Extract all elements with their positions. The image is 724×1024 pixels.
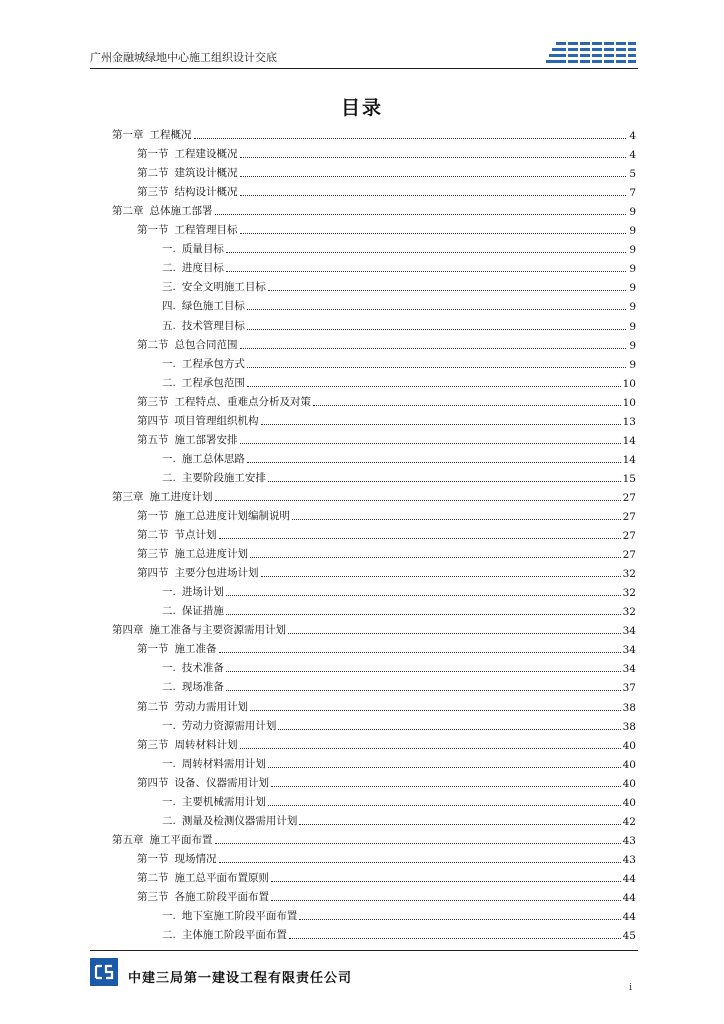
toc-entry-title: 进度目标 bbox=[181, 262, 224, 275]
page-footer bbox=[90, 950, 638, 991]
toc-entry-number: 一. bbox=[162, 586, 176, 599]
toc-entry[interactable] bbox=[137, 885, 636, 904]
toc-dot-leader bbox=[240, 194, 627, 196]
toc-entry-page: 9 bbox=[629, 263, 636, 276]
toc-entry[interactable] bbox=[137, 695, 636, 714]
toc-entry-page: 7 bbox=[629, 187, 636, 200]
toc-entry-number: 二. bbox=[162, 814, 176, 827]
toc-entry-page: 40 bbox=[622, 758, 636, 771]
toc-entry[interactable] bbox=[137, 504, 636, 523]
toc-entry-page: 27 bbox=[622, 511, 636, 523]
toc-entry-label bbox=[112, 203, 213, 218]
toc-dot-leader bbox=[268, 804, 621, 806]
toc-entry-label bbox=[137, 851, 217, 866]
toc-entry-title: 建筑设计概况 bbox=[174, 167, 238, 180]
toc-entry[interactable] bbox=[137, 409, 636, 428]
toc-entry-number: 第二节 bbox=[137, 871, 169, 884]
toc-entry-page: 37 bbox=[622, 682, 636, 695]
toc-dot-leader bbox=[250, 709, 621, 711]
toc-entry-number: 三. bbox=[162, 281, 176, 294]
toc-dot-leader bbox=[278, 728, 620, 730]
toc-dot-leader bbox=[240, 232, 627, 234]
toc-entry-label bbox=[112, 489, 213, 504]
toc-entry-number: 第三节 bbox=[137, 548, 169, 561]
toc-entry-label bbox=[162, 375, 245, 390]
toc-dot-leader bbox=[215, 213, 627, 215]
toc-entry-label bbox=[162, 241, 224, 256]
toc-entry-title: 保证措施 bbox=[181, 605, 224, 618]
toc-entry-label bbox=[162, 908, 297, 923]
toc-dot-leader bbox=[247, 461, 621, 463]
toc-entry-number: 一. bbox=[162, 910, 176, 923]
toc-entry-page: 44 bbox=[622, 911, 636, 924]
toc-entry-title: 施工进度计划 bbox=[149, 490, 213, 503]
toc-entry-label bbox=[137, 146, 238, 161]
toc-dot-leader bbox=[261, 575, 621, 577]
toc-entry-page: 13 bbox=[622, 415, 636, 428]
toc-entry-title: 节点计划 bbox=[174, 529, 217, 542]
toc-entry-page: 4 bbox=[629, 149, 636, 162]
toc-entry-number: 第四节 bbox=[137, 567, 169, 580]
toc-entry-title: 工程承包方式 bbox=[181, 357, 245, 370]
toc-dot-leader bbox=[215, 499, 621, 501]
toc-dot-leader bbox=[226, 251, 626, 253]
toc-entry-label bbox=[137, 546, 248, 561]
toc-entry-title: 施工准备 bbox=[174, 643, 217, 656]
toc-entry-number: 第三节 bbox=[137, 186, 169, 199]
toc-entry-number: 第五章 bbox=[112, 833, 144, 846]
toc-entry-page: 32 bbox=[622, 606, 636, 619]
toc-dot-leader bbox=[247, 328, 626, 330]
toc-entry-title: 主要分包进场计划 bbox=[174, 567, 259, 580]
cscec-logo-icon bbox=[90, 958, 118, 986]
header-brand-logo-icon bbox=[546, 40, 638, 66]
toc-entry-label bbox=[137, 641, 217, 656]
toc-dot-leader bbox=[271, 785, 621, 787]
toc-entry-number: 第三章 bbox=[112, 490, 144, 503]
toc-entry-number: 第一节 bbox=[137, 852, 169, 865]
toc-entry[interactable] bbox=[112, 199, 636, 218]
toc-entry[interactable] bbox=[137, 733, 636, 752]
toc-entry-label bbox=[112, 127, 192, 142]
header-title: 广州金融城绿地中心施工组织设计交底 bbox=[90, 51, 277, 64]
toc-entry-title: 工程承包范围 bbox=[181, 376, 245, 389]
footer-page-number: i bbox=[629, 983, 632, 993]
toc-entry[interactable] bbox=[162, 714, 636, 733]
toc-entry-title: 施工平面布置 bbox=[149, 833, 213, 846]
toc-entry-title: 主要阶段施工安排 bbox=[181, 471, 266, 484]
toc-entry[interactable] bbox=[137, 542, 636, 561]
toc-entry-page: 9 bbox=[629, 206, 636, 219]
toc-entry-title: 施工准备与主要资源需用计划 bbox=[149, 624, 286, 637]
toc-dot-leader bbox=[268, 289, 626, 291]
toc-entry-title: 主要机械需用计划 bbox=[181, 795, 266, 808]
toc-entry[interactable] bbox=[162, 314, 636, 333]
toc-entry-number: 一. bbox=[162, 757, 176, 770]
toc-entry[interactable] bbox=[137, 333, 636, 352]
toc-entry[interactable] bbox=[162, 447, 636, 466]
page-header bbox=[90, 38, 638, 69]
toc-dot-leader bbox=[299, 918, 620, 920]
toc-entry-label bbox=[137, 394, 311, 409]
toc-dot-leader bbox=[240, 347, 627, 349]
toc-entry-number: 二. bbox=[162, 605, 176, 618]
toc-entry[interactable] bbox=[137, 561, 636, 580]
toc-entry-title: 项目管理组织机构 bbox=[174, 414, 259, 427]
toc-entry-number: 二. bbox=[162, 681, 176, 694]
toc-entry-number: 五. bbox=[162, 319, 176, 332]
toc-entry-page: 10 bbox=[622, 396, 636, 409]
toc-entry-number: 第四章 bbox=[112, 624, 144, 637]
toc-entry-title: 工程建设概况 bbox=[174, 148, 238, 161]
toc-entry-label bbox=[137, 165, 238, 180]
toc-dot-leader bbox=[226, 270, 626, 272]
toc-dot-leader bbox=[261, 423, 621, 425]
toc-entry-page: 40 bbox=[622, 777, 636, 790]
toc-entry-number: 第四节 bbox=[137, 776, 169, 789]
toc-dot-leader bbox=[194, 137, 627, 139]
toc-entry[interactable] bbox=[162, 256, 636, 275]
toc-entry[interactable] bbox=[137, 637, 636, 656]
toc-entry[interactable] bbox=[112, 828, 636, 847]
toc-entry-title: 总包合同范围 bbox=[174, 338, 238, 351]
toc-entry-page: 40 bbox=[622, 739, 636, 752]
toc-entry-page: 9 bbox=[629, 225, 636, 238]
toc-entry-page: 9 bbox=[629, 282, 636, 295]
toc-entry-label bbox=[162, 660, 224, 675]
toc-dot-leader bbox=[292, 518, 621, 520]
toc-dot-leader bbox=[240, 156, 627, 158]
toc-dot-leader bbox=[271, 899, 621, 901]
toc-entry-page: 9 bbox=[629, 244, 636, 257]
toc-entry-label bbox=[112, 622, 286, 637]
toc-entry-title: 施工总进度计划编制说明 bbox=[174, 510, 290, 522]
toc-entry-label bbox=[162, 927, 287, 942]
toc-entry[interactable] bbox=[162, 790, 636, 809]
toc-entry-title: 周转材料计划 bbox=[174, 738, 238, 751]
toc-entry-number: 一. bbox=[162, 719, 176, 732]
toc-entry-number: 二. bbox=[162, 471, 176, 484]
toc-entry-label bbox=[137, 737, 238, 752]
toc-entry-page: 27 bbox=[622, 530, 636, 543]
toc-entry-page: 34 bbox=[622, 644, 636, 657]
toc-dot-leader bbox=[219, 861, 621, 863]
toc-entry[interactable] bbox=[137, 180, 636, 199]
toc-dot-leader bbox=[219, 537, 621, 539]
toc-entry[interactable] bbox=[137, 428, 636, 447]
toc-entry[interactable] bbox=[162, 752, 636, 771]
toc-entry-title: 设备、仪器需用计划 bbox=[174, 776, 269, 789]
toc-entry-title: 施工总进度计划 bbox=[174, 548, 248, 561]
toc-entry-page: 9 bbox=[629, 301, 636, 314]
toc-entry-title: 总体施工部署 bbox=[149, 205, 213, 218]
toc-entry-title: 施工总体思路 bbox=[181, 452, 245, 465]
toc-entry-label bbox=[162, 813, 297, 828]
toc-entry[interactable] bbox=[137, 390, 636, 409]
toc-entry-page: 9 bbox=[629, 339, 636, 352]
toc-entry-number: 一. bbox=[162, 662, 176, 675]
toc-entry-label bbox=[162, 451, 245, 466]
toc-entry[interactable] bbox=[162, 371, 636, 390]
toc-entry-number: 第三节 bbox=[137, 891, 169, 903]
toc-entry-label bbox=[162, 356, 245, 371]
toc-entry-page: 40 bbox=[622, 796, 636, 809]
footer-company-name: 中建三局第一建设工程有限责任公司 bbox=[128, 971, 353, 986]
toc-dot-leader bbox=[226, 613, 621, 615]
toc-entry-label bbox=[162, 756, 266, 771]
toc-entry[interactable] bbox=[162, 466, 636, 485]
toc-entry-number: 四. bbox=[162, 300, 176, 313]
toc-entry-label bbox=[137, 565, 259, 580]
toc-entry-label bbox=[162, 318, 245, 333]
toc-entry-label bbox=[137, 775, 269, 790]
toc-entry-label bbox=[137, 889, 269, 904]
toc-entry-page: 5 bbox=[629, 168, 636, 181]
toc-entry-label bbox=[137, 527, 217, 542]
toc-entry-title: 施工总平面布置原则 bbox=[174, 871, 269, 884]
toc-entry-title: 绿色施工目标 bbox=[181, 300, 245, 313]
toc-dot-leader bbox=[268, 480, 621, 482]
toc-entry-number: 第一节 bbox=[137, 510, 169, 522]
toc-entry-number: 一. bbox=[162, 357, 176, 370]
toc-entry-page: 44 bbox=[622, 892, 636, 904]
toc-entry[interactable] bbox=[112, 618, 636, 637]
toc-entry-page: 10 bbox=[622, 377, 636, 390]
toc-entry-number: 二. bbox=[162, 262, 176, 275]
toc-entry[interactable] bbox=[137, 142, 636, 161]
toc-entry[interactable] bbox=[162, 904, 636, 923]
toc-entry[interactable] bbox=[137, 847, 636, 866]
toc-entry-page: 32 bbox=[622, 568, 636, 581]
toc-entry[interactable] bbox=[162, 294, 636, 313]
toc-entry-page: 32 bbox=[622, 587, 636, 600]
toc-entry-label bbox=[162, 298, 245, 313]
toc-entry-title: 安全文明施工目标 bbox=[181, 281, 266, 294]
toc-entry[interactable] bbox=[162, 352, 636, 371]
toc-entry-label bbox=[137, 508, 290, 523]
toc-entry-page: 38 bbox=[622, 720, 636, 733]
toc-entry-title: 结构设计概况 bbox=[174, 186, 238, 199]
toc-entry[interactable] bbox=[137, 771, 636, 790]
toc-entry-number: 第三节 bbox=[137, 395, 169, 408]
toc-entry-page: 9 bbox=[629, 358, 636, 371]
toc-entry-label bbox=[162, 603, 224, 618]
toc-entry[interactable] bbox=[162, 237, 636, 256]
toc-entry-label bbox=[162, 260, 224, 275]
toc-entry[interactable] bbox=[112, 123, 636, 142]
toc-entry-number: 第二章 bbox=[112, 205, 144, 218]
toc-entry-title: 地下室施工阶段平面布置 bbox=[181, 910, 298, 923]
toc-entry-title: 各施工阶段平面布置 bbox=[174, 891, 269, 903]
toc-dot-leader bbox=[271, 880, 621, 882]
toc-dot-leader bbox=[313, 404, 621, 406]
toc-dot-leader bbox=[219, 651, 621, 653]
toc-entry-number: 第四节 bbox=[137, 414, 169, 427]
toc-entry-number: 第二节 bbox=[137, 338, 169, 351]
toc-entry-title: 技术管理目标 bbox=[181, 319, 245, 332]
toc-entry-page: 44 bbox=[622, 872, 636, 885]
toc-entry[interactable] bbox=[162, 923, 636, 942]
toc-entry-label bbox=[162, 279, 266, 294]
toc-entry-number: 一. bbox=[162, 243, 176, 256]
toc-entry-label bbox=[137, 222, 238, 237]
toc-entry[interactable] bbox=[137, 161, 636, 180]
toc-entry-number: 二. bbox=[162, 376, 176, 389]
toc-entry-title: 质量目标 bbox=[181, 243, 224, 256]
toc-entry-page: 9 bbox=[629, 320, 636, 333]
toc-entry-page: 14 bbox=[622, 453, 636, 466]
toc-entry-page: 45 bbox=[622, 930, 636, 943]
toc-entry-title: 现场准备 bbox=[181, 681, 224, 694]
toc-entry[interactable] bbox=[162, 656, 636, 675]
toc-entry-page: 14 bbox=[622, 434, 636, 447]
toc-entry-page: 34 bbox=[622, 625, 636, 638]
toc-entry-label bbox=[137, 699, 248, 714]
toc-dot-leader bbox=[226, 689, 621, 691]
toc-entry-label bbox=[137, 184, 238, 199]
toc-entry[interactable] bbox=[137, 866, 636, 885]
toc-entry-title: 劳动力资源需用计划 bbox=[181, 719, 277, 732]
toc-dot-leader bbox=[226, 594, 621, 596]
toc-entry-number: 第三节 bbox=[137, 738, 169, 751]
toc-entry-label bbox=[112, 832, 213, 847]
toc-dot-leader bbox=[226, 670, 621, 672]
toc-entry-page: 27 bbox=[622, 549, 636, 562]
toc-entry-page: 42 bbox=[622, 815, 636, 828]
toc-title: 目录 bbox=[340, 97, 383, 119]
toc-entry-number: 第一节 bbox=[137, 224, 169, 237]
toc-entry-page: 43 bbox=[622, 853, 636, 866]
toc-entry-number: 第五节 bbox=[137, 433, 169, 446]
toc-dot-leader bbox=[215, 842, 621, 844]
toc-dot-leader bbox=[247, 366, 626, 368]
toc-entry-number: 二. bbox=[162, 929, 176, 942]
toc-entry-page: 15 bbox=[622, 472, 636, 485]
toc-dot-leader bbox=[247, 385, 621, 387]
toc-entry[interactable] bbox=[162, 580, 636, 599]
toc-entry-title: 施工部署安排 bbox=[174, 433, 238, 446]
toc-entry[interactable] bbox=[162, 675, 636, 694]
toc-entry-title: 工程管理目标 bbox=[174, 224, 238, 237]
toc-entry-page: 43 bbox=[622, 834, 636, 847]
toc-entry-title: 工程概况 bbox=[149, 129, 192, 141]
toc-entry-number: 一. bbox=[162, 452, 176, 465]
toc-entry-title: 主体施工阶段平面布置 bbox=[181, 929, 287, 942]
toc-entry[interactable] bbox=[137, 523, 636, 542]
toc-entry[interactable] bbox=[162, 275, 636, 294]
toc-entry-page: 4 bbox=[629, 130, 636, 142]
toc-entry-title: 进场计划 bbox=[181, 586, 224, 599]
toc-entry-number: 一. bbox=[162, 795, 176, 808]
toc-entry-label bbox=[162, 718, 276, 733]
toc-entry-number: 第一章 bbox=[112, 129, 144, 141]
toc-dot-leader bbox=[240, 175, 627, 177]
toc-entry-title: 劳动力需用计划 bbox=[174, 700, 248, 713]
toc-entry-label bbox=[162, 679, 224, 694]
toc-entry-number: 第二节 bbox=[137, 167, 169, 180]
toc-entry-title: 周转材料需用计划 bbox=[181, 757, 266, 770]
toc-entry[interactable] bbox=[112, 485, 636, 504]
toc-dot-leader bbox=[247, 308, 626, 310]
toc-dot-leader bbox=[289, 937, 621, 939]
toc-entry-label bbox=[162, 470, 266, 485]
toc-entry-number: 第一节 bbox=[137, 148, 169, 161]
toc-dot-leader bbox=[240, 747, 621, 749]
toc-entry-page: 38 bbox=[622, 701, 636, 714]
toc-entry-label bbox=[137, 432, 238, 447]
toc-entry[interactable] bbox=[137, 218, 636, 237]
toc-entry-title: 测量及检测仪器需用计划 bbox=[181, 814, 298, 827]
toc-entry-title: 技术准备 bbox=[181, 662, 224, 675]
toc-entry-title: 工程特点、重难点分析及对策 bbox=[174, 395, 311, 408]
toc-entry-page: 34 bbox=[622, 663, 636, 676]
toc-dot-leader bbox=[288, 632, 621, 634]
toc-entry-label bbox=[137, 870, 269, 885]
toc-dot-leader bbox=[268, 766, 621, 768]
toc-entry-title: 现场情况 bbox=[174, 852, 217, 865]
toc-entry-label bbox=[137, 413, 259, 428]
toc-entry-label bbox=[162, 584, 224, 599]
toc-entry-page: 27 bbox=[622, 491, 636, 504]
toc-entry[interactable] bbox=[162, 599, 636, 618]
toc-dot-leader bbox=[299, 823, 620, 825]
toc-entry-number: 第二节 bbox=[137, 700, 169, 713]
toc-dot-leader bbox=[240, 442, 621, 444]
toc-entry-label bbox=[162, 794, 266, 809]
toc-entry[interactable] bbox=[162, 809, 636, 828]
toc-entry-number: 第一节 bbox=[137, 643, 169, 656]
toc-dot-leader bbox=[250, 556, 621, 558]
toc-entry-label bbox=[137, 337, 238, 352]
toc-entry-number: 第二节 bbox=[137, 529, 169, 542]
